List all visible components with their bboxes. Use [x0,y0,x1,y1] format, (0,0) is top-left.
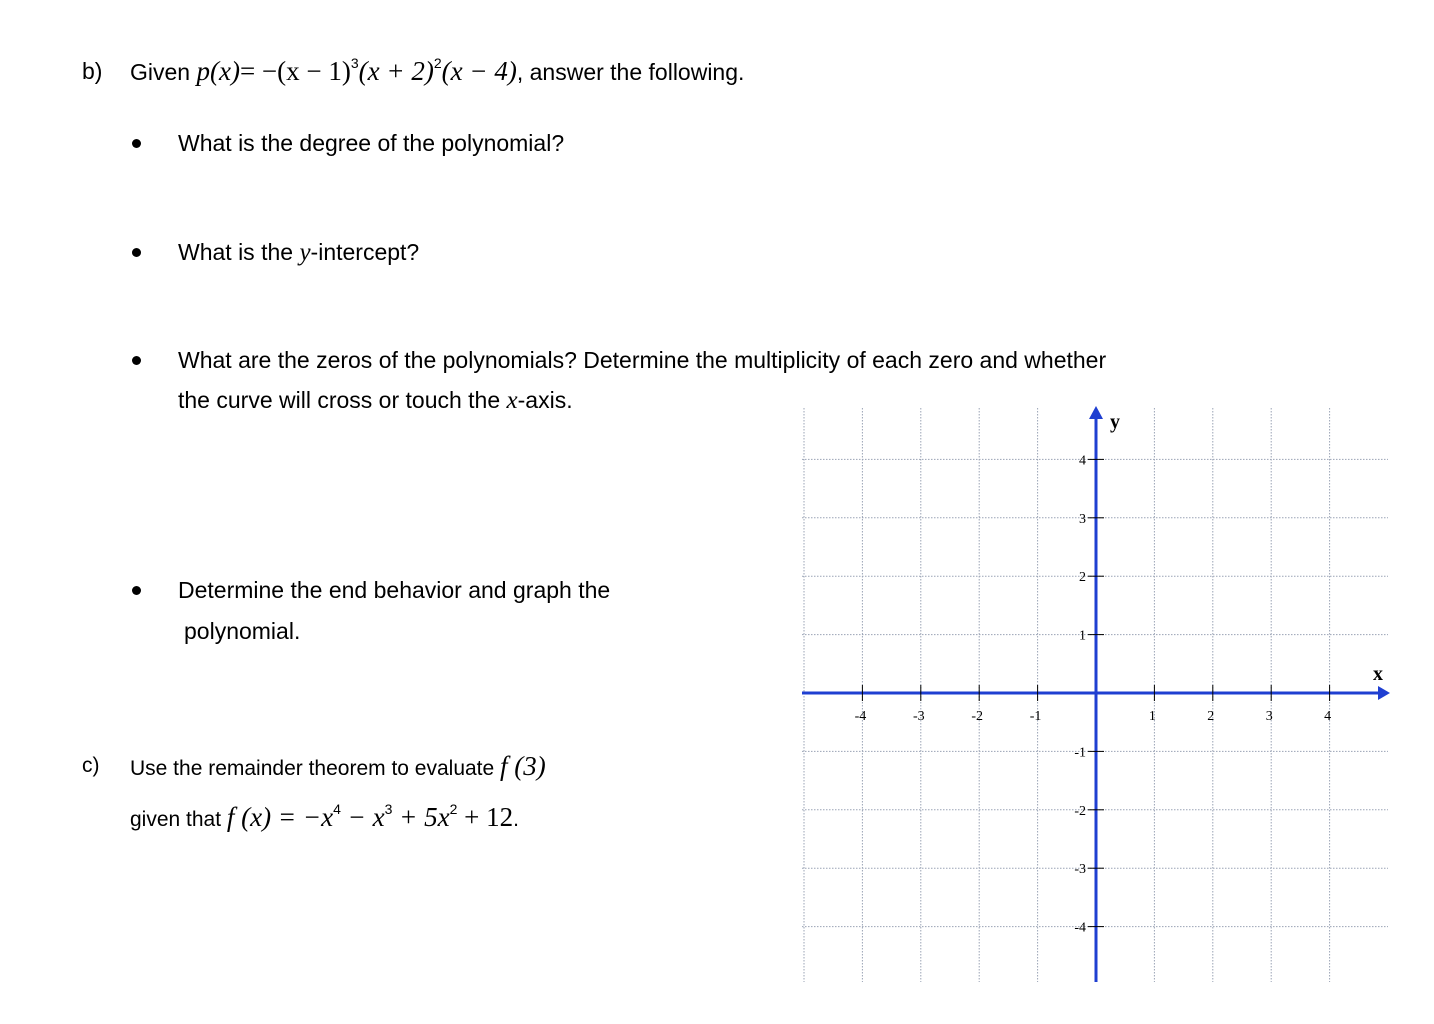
y-tick-label: 3 [1079,511,1086,527]
equation-factor3: (x − 4) [441,56,517,86]
y-tick-label: -2 [1074,803,1086,819]
c-math-d: + 12 [457,802,514,832]
y-tick-label: -4 [1074,920,1086,936]
y-tick-label: 2 [1079,570,1086,586]
question-zeros-line1: What are the zeros of the polynomials? Determine the multiplicity of each zero and whether [178,347,1107,373]
c-math-b: − x [340,802,385,832]
c-line2-end: . [513,808,519,831]
c-math-a: f (x) = −x [226,802,334,832]
part-c-label: c) [82,754,100,777]
equation-factor2: (x + 2) [358,56,434,86]
part-b-label: b) [82,58,103,84]
given-suffix: , answer the following. [516,59,745,85]
question-degree: What is the degree of the polynomial? [178,130,565,156]
y-tick-label: -3 [1074,862,1086,878]
question-end-behavior-line1: Determine the end behavior and graph the [178,577,611,603]
x-tick-label: 2 [1207,709,1215,724]
y-tick-label: 4 [1079,453,1086,469]
q2-pre: What is the [178,239,300,265]
c-exp1: 4 [333,801,341,817]
given-prefix: Given [130,59,191,85]
y-tick-label: -1 [1074,745,1086,761]
x-tick-label: 3 [1265,709,1273,724]
q3-post: -axis. [517,387,573,413]
c-line1-math: f (3) [500,751,546,781]
equation-eq: = −(x − 1) [239,56,351,86]
c-line2-pre: given that [130,808,227,831]
c-exp3: 2 [449,801,458,817]
y-axis-label: y [1110,411,1120,433]
axes [802,406,1390,982]
x-axis-arrow [1378,686,1390,700]
x-tick-label: 1 [1148,709,1156,724]
q3-pre: the curve will cross or touch the [178,387,507,413]
q2-var: y [299,239,311,266]
c-math-c: + 5x [392,802,450,832]
equation-lhs: p(x) [196,56,240,86]
equation-exp1: 3 [350,55,359,71]
x-tick-label: -2 [971,709,984,724]
c-exp2: 3 [384,801,393,817]
question-end-behavior-line2: polynomial. [184,618,301,644]
y-axis-arrow [1089,406,1103,419]
x-tick-label: -4 [854,709,867,724]
q2-post: -intercept? [310,239,420,265]
q3-var: x [506,387,518,414]
equation-exp2: 2 [433,55,442,71]
x-axis-label: x [1373,663,1383,685]
x-tick-label: -3 [912,709,925,724]
x-tick-label: -1 [1029,709,1042,724]
c-line1-pre: Use the remainder theorem to evaluate [130,757,501,780]
y-tick-label: 1 [1079,628,1086,644]
x-tick-label: 4 [1324,709,1332,724]
